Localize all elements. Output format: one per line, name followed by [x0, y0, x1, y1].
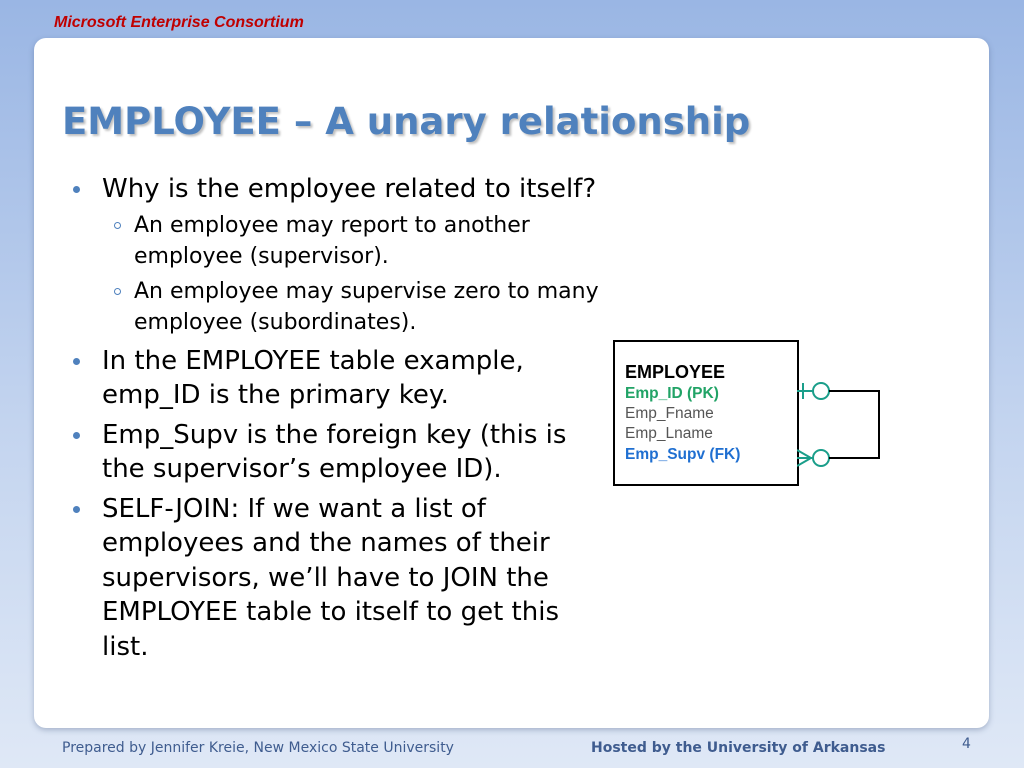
bullet-text: SELF-JOIN: If we want a list of employees and the names of their supervisors, we’ll have to JOIN the EMPLOYEE table to itself to get this list. [102, 493, 559, 662]
footer-author: Prepared by Jennifer Kreie, New Mexico State University [62, 740, 454, 756]
bullet-list [70, 172, 605, 664]
bullet-item [70, 492, 605, 665]
employee-entity-box [613, 340, 799, 486]
sub-bullet-text: An employee may supervise zero to many employee (subordinates). [134, 278, 599, 335]
bullet-text: Emp_Supv is the foreign key (this is the supervisor’s employee ID). [102, 419, 567, 484]
zero-circle-icon [813, 450, 829, 466]
sub-bullet-text: An employee may report to another employee (supervisor). [134, 212, 530, 269]
attribute-emp-lname: Emp_Lname [625, 425, 713, 442]
bullet-dot-icon [73, 506, 80, 513]
bullet-dot-icon [73, 358, 80, 365]
bullet-text: In the EMPLOYEE table example, emp_ID is the primary key. [102, 345, 524, 410]
bullet-item [70, 344, 605, 413]
loop-line [829, 391, 879, 458]
attribute-emp-id: Emp_ID (PK) [625, 385, 719, 402]
bullet-item [70, 172, 605, 207]
sub-bullet-item [70, 210, 605, 273]
attribute-emp-fname: Emp_Fname [625, 405, 714, 422]
entity-name: EMPLOYEE [625, 362, 726, 382]
bullet-text: Why is the employee related to itself? [102, 174, 597, 204]
consortium-brand: Microsoft Enterprise Consortium [54, 14, 304, 31]
footer-host: Hosted by the University of Arkansas [591, 740, 886, 756]
bullet-dot-icon [73, 432, 80, 439]
sub-bullet-ring-icon [114, 222, 121, 229]
zero-circle-icon [813, 383, 829, 399]
bullet-dot-icon [73, 186, 80, 193]
sub-bullet-item [70, 276, 605, 339]
attribute-emp-supv: Emp_Supv (FK) [625, 446, 741, 463]
page-number: 4 [962, 736, 971, 752]
slide-title: EMPLOYEE – A unary relationship [62, 100, 751, 143]
self-relationship-connector [797, 376, 885, 472]
sub-bullet-ring-icon [114, 288, 121, 295]
bullet-item [70, 418, 605, 487]
